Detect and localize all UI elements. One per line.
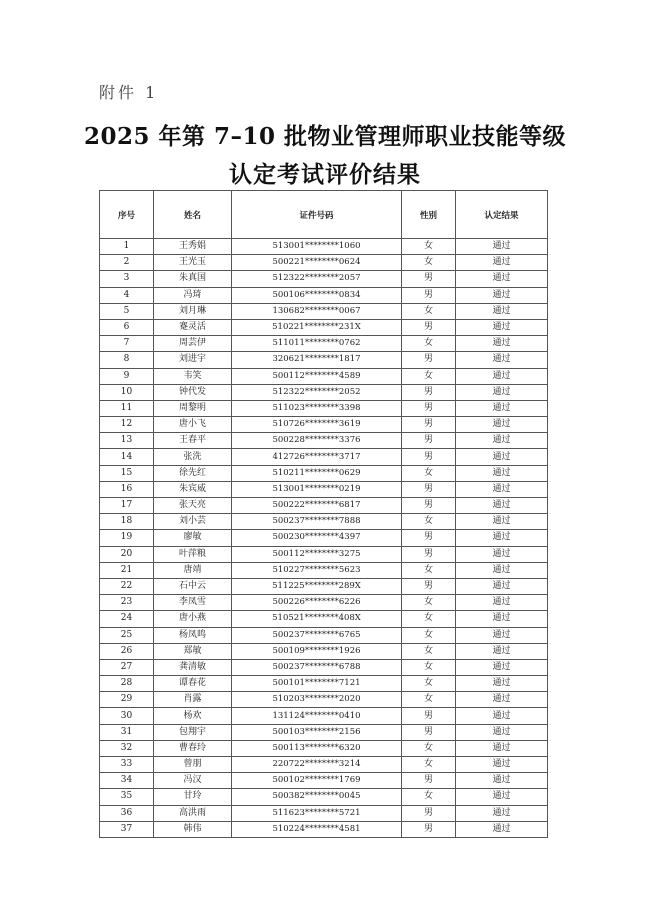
row-no: 12 bbox=[100, 417, 154, 433]
row-gender: 男 bbox=[402, 319, 456, 335]
row-no: 36 bbox=[100, 805, 154, 821]
row-result: 通过 bbox=[456, 319, 548, 335]
row-name: 冯汉 bbox=[154, 773, 232, 789]
row-result: 通过 bbox=[456, 400, 548, 416]
row-name: 唐小燕 bbox=[154, 611, 232, 627]
table-row bbox=[100, 498, 548, 514]
row-gender: 女 bbox=[402, 659, 456, 675]
header-no: 序号 bbox=[100, 191, 154, 239]
row-result: 通过 bbox=[456, 368, 548, 384]
row-gender: 男 bbox=[402, 481, 456, 497]
row-id-number: 500102********1769 bbox=[232, 773, 402, 789]
row-name: 王光玉 bbox=[154, 255, 232, 271]
row-id-number: 511023********3398 bbox=[232, 400, 402, 416]
row-id-number: 500230********4397 bbox=[232, 530, 402, 546]
row-gender: 女 bbox=[402, 255, 456, 271]
row-name: 肖露 bbox=[154, 692, 232, 708]
table-row bbox=[100, 368, 548, 384]
row-gender: 女 bbox=[402, 595, 456, 611]
row-no: 32 bbox=[100, 740, 154, 756]
table-row bbox=[100, 546, 548, 562]
row-result: 通过 bbox=[456, 465, 548, 481]
table-row bbox=[100, 595, 548, 611]
row-name: 冯琦 bbox=[154, 287, 232, 303]
row-no: 35 bbox=[100, 789, 154, 805]
row-no: 8 bbox=[100, 352, 154, 368]
row-id-number: 320621********1817 bbox=[232, 352, 402, 368]
row-no: 23 bbox=[100, 595, 154, 611]
row-no: 16 bbox=[100, 481, 154, 497]
table-row bbox=[100, 611, 548, 627]
row-name: 谭春花 bbox=[154, 676, 232, 692]
row-name: 韦笑 bbox=[154, 368, 232, 384]
table-row bbox=[100, 449, 548, 465]
table-row bbox=[100, 384, 548, 400]
row-gender: 男 bbox=[402, 287, 456, 303]
row-gender: 女 bbox=[402, 303, 456, 319]
row-gender: 男 bbox=[402, 724, 456, 740]
row-name: 高洪雨 bbox=[154, 805, 232, 821]
row-gender: 男 bbox=[402, 773, 456, 789]
table-row bbox=[100, 724, 548, 740]
table-row bbox=[100, 740, 548, 756]
row-name: 叶萍粮 bbox=[154, 546, 232, 562]
row-id-number: 500106********0834 bbox=[232, 287, 402, 303]
row-no: 34 bbox=[100, 773, 154, 789]
row-gender: 女 bbox=[402, 627, 456, 643]
row-id-number: 500237********7888 bbox=[232, 514, 402, 530]
row-id-number: 511225********289X bbox=[232, 578, 402, 594]
row-id-number: 513001********1060 bbox=[232, 239, 402, 255]
row-id-number: 512322********2057 bbox=[232, 271, 402, 287]
row-gender: 女 bbox=[402, 465, 456, 481]
row-gender: 男 bbox=[402, 821, 456, 837]
row-no: 19 bbox=[100, 530, 154, 546]
row-id-number: 500382********0045 bbox=[232, 789, 402, 805]
row-gender: 女 bbox=[402, 643, 456, 659]
row-name: 刘进宇 bbox=[154, 352, 232, 368]
table-row bbox=[100, 319, 548, 335]
table-row bbox=[100, 708, 548, 724]
row-id-number: 500112********4589 bbox=[232, 368, 402, 384]
row-id-number: 510521********408X bbox=[232, 611, 402, 627]
row-result: 通过 bbox=[456, 659, 548, 675]
table-row bbox=[100, 578, 548, 594]
attachment-label: 附件 1 bbox=[99, 83, 159, 102]
row-no: 28 bbox=[100, 676, 154, 692]
row-result: 通过 bbox=[456, 255, 548, 271]
table-row bbox=[100, 352, 548, 368]
row-name: 石中云 bbox=[154, 578, 232, 594]
table-row bbox=[100, 433, 548, 449]
table-row bbox=[100, 757, 548, 773]
row-name: 曾朋 bbox=[154, 757, 232, 773]
row-name: 张洗 bbox=[154, 449, 232, 465]
table-row bbox=[100, 789, 548, 805]
row-id-number: 500113********6320 bbox=[232, 740, 402, 756]
row-id-number: 510726********3619 bbox=[232, 417, 402, 433]
row-gender: 男 bbox=[402, 352, 456, 368]
table-row bbox=[100, 465, 548, 481]
row-id-number: 511011********0762 bbox=[232, 336, 402, 352]
row-gender: 男 bbox=[402, 400, 456, 416]
row-gender: 男 bbox=[402, 530, 456, 546]
row-result: 通过 bbox=[456, 643, 548, 659]
row-gender: 女 bbox=[402, 740, 456, 756]
table-row bbox=[100, 303, 548, 319]
row-id-number: 510227********5623 bbox=[232, 562, 402, 578]
row-id-number: 131124********0410 bbox=[232, 708, 402, 724]
table-row bbox=[100, 627, 548, 643]
row-result: 通过 bbox=[456, 676, 548, 692]
row-no: 2 bbox=[100, 255, 154, 271]
row-no: 22 bbox=[100, 578, 154, 594]
row-result: 通过 bbox=[456, 627, 548, 643]
row-result: 通过 bbox=[456, 611, 548, 627]
row-no: 29 bbox=[100, 692, 154, 708]
table-row bbox=[100, 821, 548, 837]
row-gender: 女 bbox=[402, 368, 456, 384]
header-name: 姓名 bbox=[154, 191, 232, 239]
row-no: 26 bbox=[100, 643, 154, 659]
table-row bbox=[100, 255, 548, 271]
row-name: 包翔宇 bbox=[154, 724, 232, 740]
row-no: 11 bbox=[100, 400, 154, 416]
row-no: 27 bbox=[100, 659, 154, 675]
row-id-number: 510211********0629 bbox=[232, 465, 402, 481]
row-name: 廖敏 bbox=[154, 530, 232, 546]
row-gender: 男 bbox=[402, 498, 456, 514]
row-id-number: 510203********2020 bbox=[232, 692, 402, 708]
row-result: 通过 bbox=[456, 773, 548, 789]
row-name: 钟代发 bbox=[154, 384, 232, 400]
table-row bbox=[100, 417, 548, 433]
results-table bbox=[99, 190, 548, 838]
row-no: 9 bbox=[100, 368, 154, 384]
row-name: 唐小飞 bbox=[154, 417, 232, 433]
row-result: 通过 bbox=[456, 692, 548, 708]
row-result: 通过 bbox=[456, 514, 548, 530]
row-no: 37 bbox=[100, 821, 154, 837]
header-id-number: 证件号码 bbox=[232, 191, 402, 239]
row-id-number: 513001********0219 bbox=[232, 481, 402, 497]
row-result: 通过 bbox=[456, 821, 548, 837]
row-gender: 男 bbox=[402, 708, 456, 724]
table-row bbox=[100, 239, 548, 255]
row-name: 唐靖 bbox=[154, 562, 232, 578]
header-gender: 性别 bbox=[402, 191, 456, 239]
row-gender: 女 bbox=[402, 239, 456, 255]
row-no: 13 bbox=[100, 433, 154, 449]
row-gender: 女 bbox=[402, 611, 456, 627]
document-title-line-1: 2025 年第 7–10 批物业管理师职业技能等级 bbox=[83, 123, 567, 150]
row-result: 通过 bbox=[456, 530, 548, 546]
row-gender: 男 bbox=[402, 449, 456, 465]
row-result: 通过 bbox=[456, 239, 548, 255]
row-no: 18 bbox=[100, 514, 154, 530]
row-name: 蹇灵活 bbox=[154, 319, 232, 335]
row-id-number: 500226********6226 bbox=[232, 595, 402, 611]
row-id-number: 500228********3376 bbox=[232, 433, 402, 449]
row-result: 通过 bbox=[456, 481, 548, 497]
row-id-number: 500109********1926 bbox=[232, 643, 402, 659]
row-gender: 女 bbox=[402, 692, 456, 708]
row-id-number: 500221********0624 bbox=[232, 255, 402, 271]
row-gender: 女 bbox=[402, 757, 456, 773]
row-result: 通过 bbox=[456, 287, 548, 303]
table-row bbox=[100, 643, 548, 659]
row-id-number: 500237********6765 bbox=[232, 627, 402, 643]
row-gender: 女 bbox=[402, 562, 456, 578]
row-no: 17 bbox=[100, 498, 154, 514]
row-id-number: 510224********4581 bbox=[232, 821, 402, 837]
row-no: 15 bbox=[100, 465, 154, 481]
row-name: 徐先红 bbox=[154, 465, 232, 481]
row-id-number: 500101********7121 bbox=[232, 676, 402, 692]
row-id-number: 500112********3275 bbox=[232, 546, 402, 562]
row-result: 通过 bbox=[456, 336, 548, 352]
table-header-row bbox=[100, 191, 548, 239]
row-name: 杨欢 bbox=[154, 708, 232, 724]
row-name: 朱宾威 bbox=[154, 481, 232, 497]
row-result: 通过 bbox=[456, 805, 548, 821]
row-gender: 女 bbox=[402, 336, 456, 352]
row-id-number: 500237********6788 bbox=[232, 659, 402, 675]
row-name: 朱真国 bbox=[154, 271, 232, 287]
row-name: 龚清敏 bbox=[154, 659, 232, 675]
table-row bbox=[100, 481, 548, 497]
row-name: 王春平 bbox=[154, 433, 232, 449]
document-title-line-2: 认定考试评价结果 bbox=[229, 161, 421, 188]
table-row bbox=[100, 676, 548, 692]
table-row bbox=[100, 514, 548, 530]
row-gender: 男 bbox=[402, 384, 456, 400]
table-row bbox=[100, 336, 548, 352]
row-no: 6 bbox=[100, 319, 154, 335]
table-row bbox=[100, 805, 548, 821]
row-result: 通过 bbox=[456, 757, 548, 773]
row-no: 20 bbox=[100, 546, 154, 562]
table-row bbox=[100, 659, 548, 675]
row-id-number: 412726********3717 bbox=[232, 449, 402, 465]
row-name: 李凤雪 bbox=[154, 595, 232, 611]
row-result: 通过 bbox=[456, 498, 548, 514]
row-name: 刘小芸 bbox=[154, 514, 232, 530]
table-row bbox=[100, 287, 548, 303]
row-name: 周黎明 bbox=[154, 400, 232, 416]
row-name: 王秀娟 bbox=[154, 239, 232, 255]
row-name: 韩伟 bbox=[154, 821, 232, 837]
row-id-number: 220722********3214 bbox=[232, 757, 402, 773]
row-gender: 男 bbox=[402, 578, 456, 594]
row-result: 通过 bbox=[456, 417, 548, 433]
row-result: 通过 bbox=[456, 433, 548, 449]
row-result: 通过 bbox=[456, 352, 548, 368]
table-row bbox=[100, 271, 548, 287]
row-no: 7 bbox=[100, 336, 154, 352]
row-result: 通过 bbox=[456, 546, 548, 562]
row-name: 郑敏 bbox=[154, 643, 232, 659]
row-no: 31 bbox=[100, 724, 154, 740]
row-no: 4 bbox=[100, 287, 154, 303]
row-gender: 女 bbox=[402, 676, 456, 692]
row-name: 曹春玲 bbox=[154, 740, 232, 756]
row-result: 通过 bbox=[456, 789, 548, 805]
row-result: 通过 bbox=[456, 708, 548, 724]
row-no: 3 bbox=[100, 271, 154, 287]
row-gender: 男 bbox=[402, 271, 456, 287]
row-gender: 女 bbox=[402, 789, 456, 805]
row-id-number: 130682********0067 bbox=[232, 303, 402, 319]
table-row bbox=[100, 530, 548, 546]
row-name: 甘玲 bbox=[154, 789, 232, 805]
row-result: 通过 bbox=[456, 384, 548, 400]
row-gender: 男 bbox=[402, 546, 456, 562]
row-result: 通过 bbox=[456, 303, 548, 319]
table-row bbox=[100, 400, 548, 416]
row-result: 通过 bbox=[456, 271, 548, 287]
table-body bbox=[100, 239, 548, 838]
row-result: 通过 bbox=[456, 449, 548, 465]
row-result: 通过 bbox=[456, 578, 548, 594]
row-result: 通过 bbox=[456, 595, 548, 611]
row-no: 10 bbox=[100, 384, 154, 400]
row-gender: 女 bbox=[402, 514, 456, 530]
table-row bbox=[100, 692, 548, 708]
row-result: 通过 bbox=[456, 740, 548, 756]
row-name: 刘月琳 bbox=[154, 303, 232, 319]
row-result: 通过 bbox=[456, 562, 548, 578]
header-result: 认定结果 bbox=[456, 191, 548, 239]
row-result: 通过 bbox=[456, 724, 548, 740]
row-gender: 男 bbox=[402, 433, 456, 449]
row-no: 1 bbox=[100, 239, 154, 255]
row-no: 21 bbox=[100, 562, 154, 578]
row-gender: 男 bbox=[402, 417, 456, 433]
row-gender: 男 bbox=[402, 805, 456, 821]
row-id-number: 500222********6817 bbox=[232, 498, 402, 514]
row-id-number: 510221********231X bbox=[232, 319, 402, 335]
row-no: 5 bbox=[100, 303, 154, 319]
row-no: 30 bbox=[100, 708, 154, 724]
row-id-number: 512322********2052 bbox=[232, 384, 402, 400]
row-name: 周芸伊 bbox=[154, 336, 232, 352]
row-id-number: 511623********5721 bbox=[232, 805, 402, 821]
row-name: 杨凤鸣 bbox=[154, 627, 232, 643]
row-no: 24 bbox=[100, 611, 154, 627]
row-no: 25 bbox=[100, 627, 154, 643]
row-name: 张天亮 bbox=[154, 498, 232, 514]
row-no: 14 bbox=[100, 449, 154, 465]
table-row bbox=[100, 562, 548, 578]
row-no: 33 bbox=[100, 757, 154, 773]
table-row bbox=[100, 773, 548, 789]
row-id-number: 500103********2156 bbox=[232, 724, 402, 740]
